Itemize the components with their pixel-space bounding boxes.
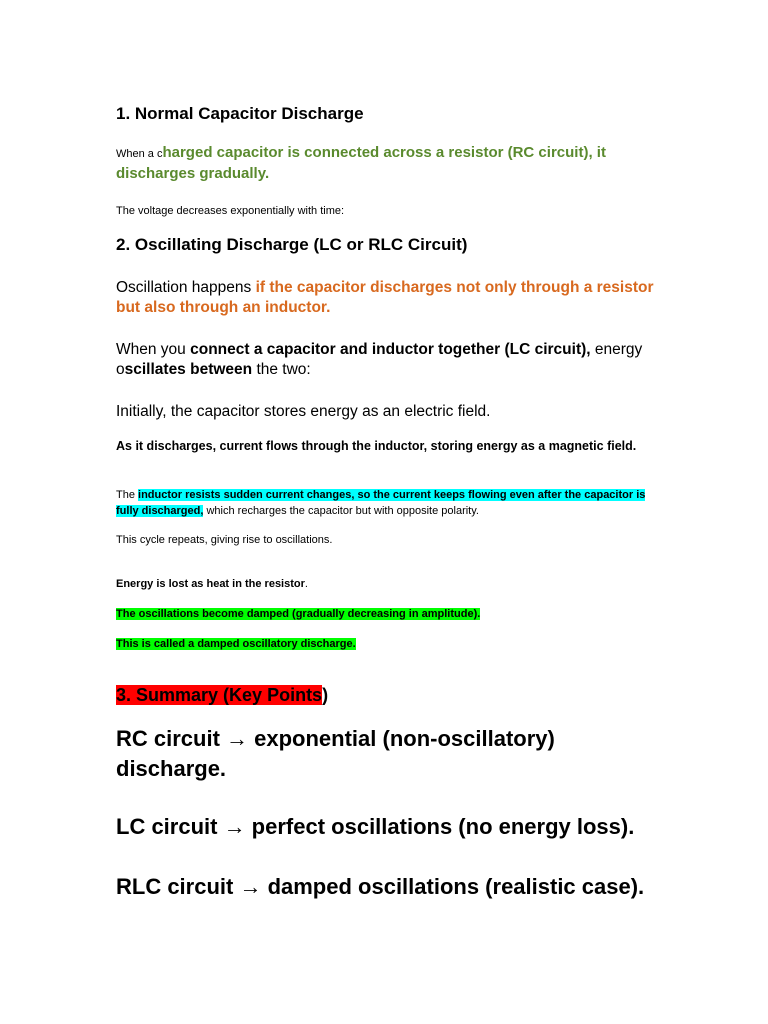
section-2-heading: 2. Oscillating Discharge (LC or RLC Circuit) — [116, 235, 468, 254]
text-run: energy o — [116, 341, 643, 378]
text-run: . — [304, 578, 308, 590]
text-run: which recharges the capacitor but with opposite polarity. — [203, 505, 479, 517]
text-run-highlight-green: The oscillations become damped (gradually decreasing in amplitude). — [116, 608, 481, 620]
text-run-bold: scillates between — [124, 361, 253, 378]
section-2-paragraph-2 — [116, 340, 656, 380]
section-2-paragraph-3: Initially, the capacitor stores energy as an electric field. — [116, 403, 491, 420]
text-run-highlight-cyan: inductor resists sudden current changes, so the current keeps flowing even after the capacitor is fully discharged, — [116, 489, 646, 517]
section-1-heading: 1. Normal Capacitor Discharge — [116, 104, 364, 123]
section-2-paragraph-1 — [116, 278, 656, 318]
text-run: the two: — [252, 361, 311, 378]
text-run-highlight-red: 3. Summary (Key Points — [116, 685, 323, 705]
text-run-bold: Energy is lost as heat in the resistor — [116, 578, 305, 590]
section-1-paragraph-1 — [116, 142, 656, 184]
text-run: The — [116, 489, 139, 501]
section-3-heading — [116, 684, 656, 706]
section-2-paragraph-9 — [116, 636, 656, 652]
text-run: When a c — [116, 148, 163, 160]
text-run: When you — [116, 341, 191, 358]
text-run: ) — [322, 685, 329, 705]
summary-line-rc: RC circuit → exponential (non-oscillatory) discharge. — [116, 726, 555, 781]
summary-line-rlc: RLC circuit → damped oscillations (realistic case). — [116, 874, 645, 899]
section-2-paragraph-4: As it discharges, current flows through the inductor, storing energy as a magnetic field. — [116, 439, 637, 453]
section-2-paragraph-5 — [116, 487, 656, 519]
section-2-paragraph-8 — [116, 606, 656, 622]
section-1-paragraph-2: The voltage decreases exponentially with time: — [116, 205, 345, 217]
text-run-highlight-green: This is called a damped oscillatory discharge. — [116, 638, 356, 650]
text-run-bold: connect a capacitor and inductor together (LC circuit), — [190, 341, 591, 358]
summary-line-lc: LC circuit → perfect oscillations (no energy loss). — [116, 814, 635, 839]
text-run: Oscillation happens — [116, 279, 256, 296]
text-run-orange: if the capacitor discharges not only through a resistor but also through an inductor. — [116, 279, 654, 316]
section-2-paragraph-6: This cycle repeats, giving rise to oscillations. — [116, 534, 333, 546]
text-run-green: harged capacitor is connected across a resistor (RC circuit), it discharges gradually. — [116, 144, 606, 182]
section-2-paragraph-7 — [116, 576, 656, 592]
